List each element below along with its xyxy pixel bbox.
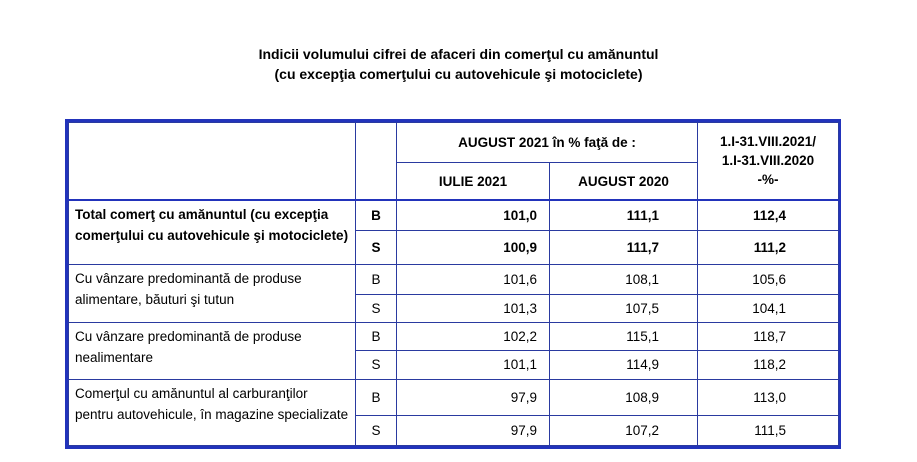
header-col2: AUGUST 2020 <box>550 163 698 200</box>
value-cell: 108,9 <box>550 379 698 415</box>
value-cell: 105,6 <box>698 264 839 294</box>
row-code: B <box>356 264 397 294</box>
value-cell: 107,2 <box>550 415 698 445</box>
value-cell: 101,0 <box>397 200 550 230</box>
value-cell: 111,5 <box>698 415 839 445</box>
value-cell: 111,7 <box>550 230 698 264</box>
title-line-1: Indicii volumului cifrei de afaceri din comerţul cu amănuntul <box>258 46 659 62</box>
row-label-fuel: Comerţul cu amănuntul al carburanţilor pentru autovehicule, în magazine specializate <box>69 379 356 445</box>
header-col3-line3: -%- <box>757 172 779 188</box>
row-code: S <box>356 295 397 323</box>
row-label-total: Total comerţ cu amănuntul (cu excepţia comerţului cu autovehicule şi motociclete) <box>69 200 356 264</box>
header-col3-line2: 1.I-31.VIII.2020 <box>721 153 815 169</box>
header-col1: IULIE 2021 <box>397 163 550 200</box>
value-cell: 97,9 <box>397 379 550 415</box>
row-code: S <box>356 415 397 445</box>
value-cell: 111,2 <box>698 230 839 264</box>
header-col3-line1: 1.I-31.VIII.2021/ <box>719 134 817 150</box>
retail-index-table <box>65 119 841 449</box>
value-cell: 97,9 <box>397 415 550 445</box>
header-empty-label <box>69 123 356 200</box>
row-code: B <box>356 323 397 351</box>
row-code: S <box>356 351 397 379</box>
value-cell: 111,1 <box>550 200 698 230</box>
header-empty-code <box>356 123 397 200</box>
value-cell: 112,4 <box>698 200 839 230</box>
value-cell: 101,6 <box>397 264 550 294</box>
title-line-2: (cu excepţia comerţului cu autovehicule şi motociclete) <box>274 66 643 82</box>
row-label-food: Cu vânzare predominantă de produse alimentare, băuturi şi tutun <box>69 264 356 322</box>
row-code: B <box>356 379 397 415</box>
header-cumulative <box>698 123 839 200</box>
value-cell: 101,1 <box>397 351 550 379</box>
row-label-nonfood: Cu vânzare predominantă de produse nealimentare <box>69 323 356 379</box>
row-code: S <box>356 230 397 264</box>
row-code: B <box>356 200 397 230</box>
value-cell: 102,2 <box>397 323 550 351</box>
value-cell: 108,1 <box>550 264 698 294</box>
value-cell: 101,3 <box>397 295 550 323</box>
value-cell: 114,9 <box>550 351 698 379</box>
value-cell: 118,2 <box>698 351 839 379</box>
document-title <box>0 44 917 84</box>
value-cell: 115,1 <box>550 323 698 351</box>
header-group: AUGUST 2021 în % faţă de : <box>397 123 698 163</box>
value-cell: 100,9 <box>397 230 550 264</box>
value-cell: 104,1 <box>698 295 839 323</box>
value-cell: 113,0 <box>698 379 839 415</box>
value-cell: 107,5 <box>550 295 698 323</box>
value-cell: 118,7 <box>698 323 839 351</box>
